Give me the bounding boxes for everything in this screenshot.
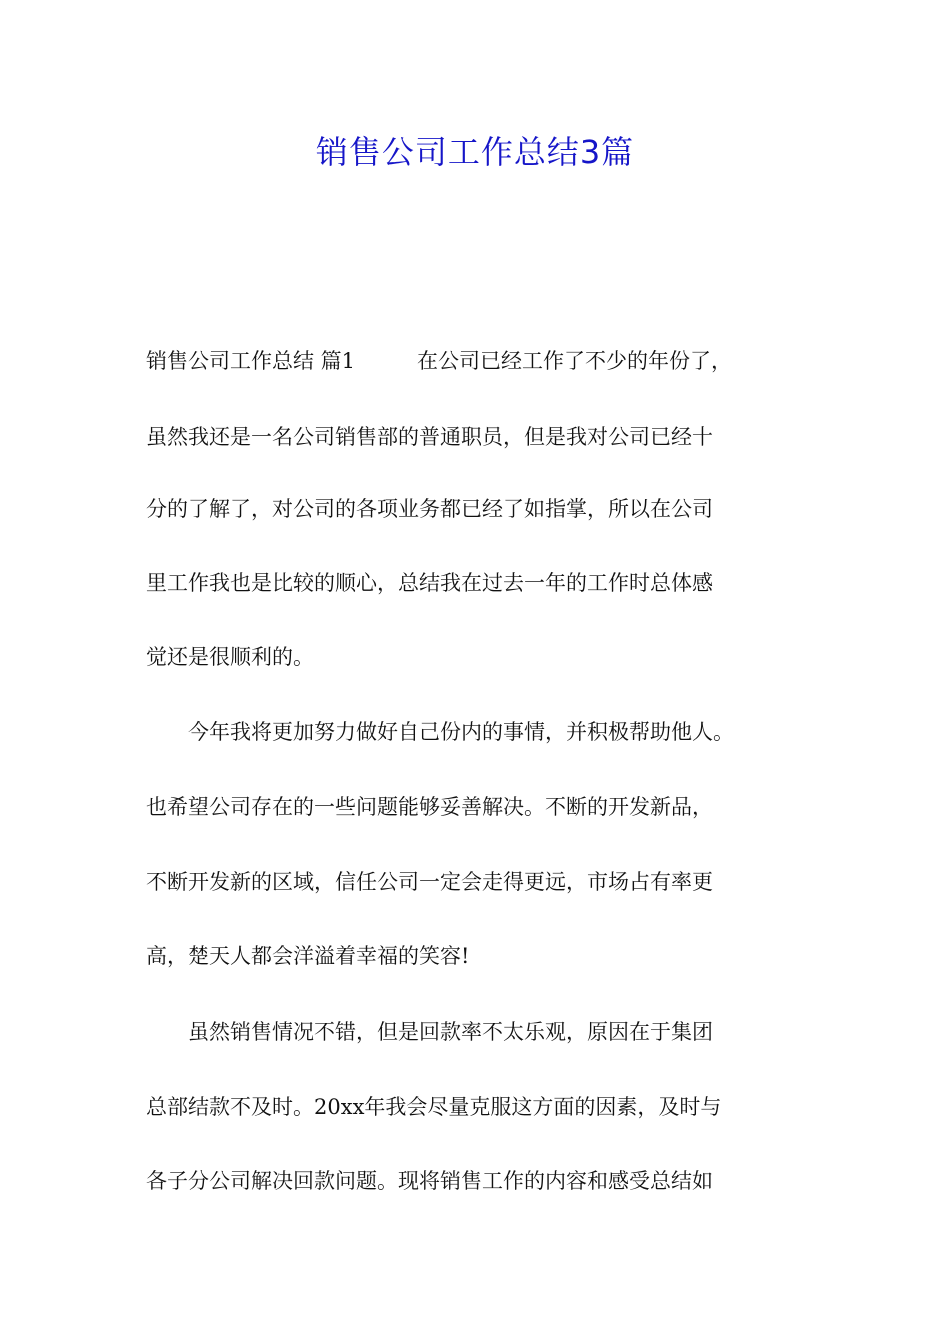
section-heading: 销售公司工作总结 篇1: [146, 349, 356, 373]
paragraph-line-5: 觉还是很顺利的。: [146, 645, 314, 669]
paragraph-line-6: 今年我将更加努力做好自己份内的事情，并积极帮助他人。: [146, 720, 734, 744]
paragraph-line-12: 各子分公司解决回款问题。现将销售工作的内容和感受总结如: [146, 1169, 713, 1193]
paragraph-line-4: 里工作我也是比较的顺心，总结我在过去一年的工作时总体感: [146, 571, 713, 595]
document-title: 销售公司工作总结3篇: [315, 133, 635, 171]
paragraph-line-2: 虽然我还是一名公司销售部的普通职员，但是我对公司已经十: [146, 425, 713, 449]
paragraph-line-7: 也希望公司存在的一些问题能够妥善解决。不断的开发新品，: [146, 795, 713, 819]
paragraph-line-1: [146, 349, 808, 373]
paragraph-line-8: 不断开发新的区域，信任公司一定会走得更远，市场占有率更: [146, 870, 713, 894]
paragraph-line-3: 分的了解了，对公司的各项业务都已经了如指掌，所以在公司: [146, 497, 713, 521]
paragraph-line-10: 虽然销售情况不错，但是回款率不太乐观，原因在于集团: [146, 1020, 713, 1044]
paragraph-line-9: 高，楚天人都会洋溢着幸福的笑容!: [146, 944, 470, 968]
paragraph-line-11: 总部结款不及时。20xx年我会尽量克服这方面的因素，及时与: [146, 1095, 722, 1119]
line-text: 在公司已经工作了不少的年份了，: [417, 349, 733, 373]
